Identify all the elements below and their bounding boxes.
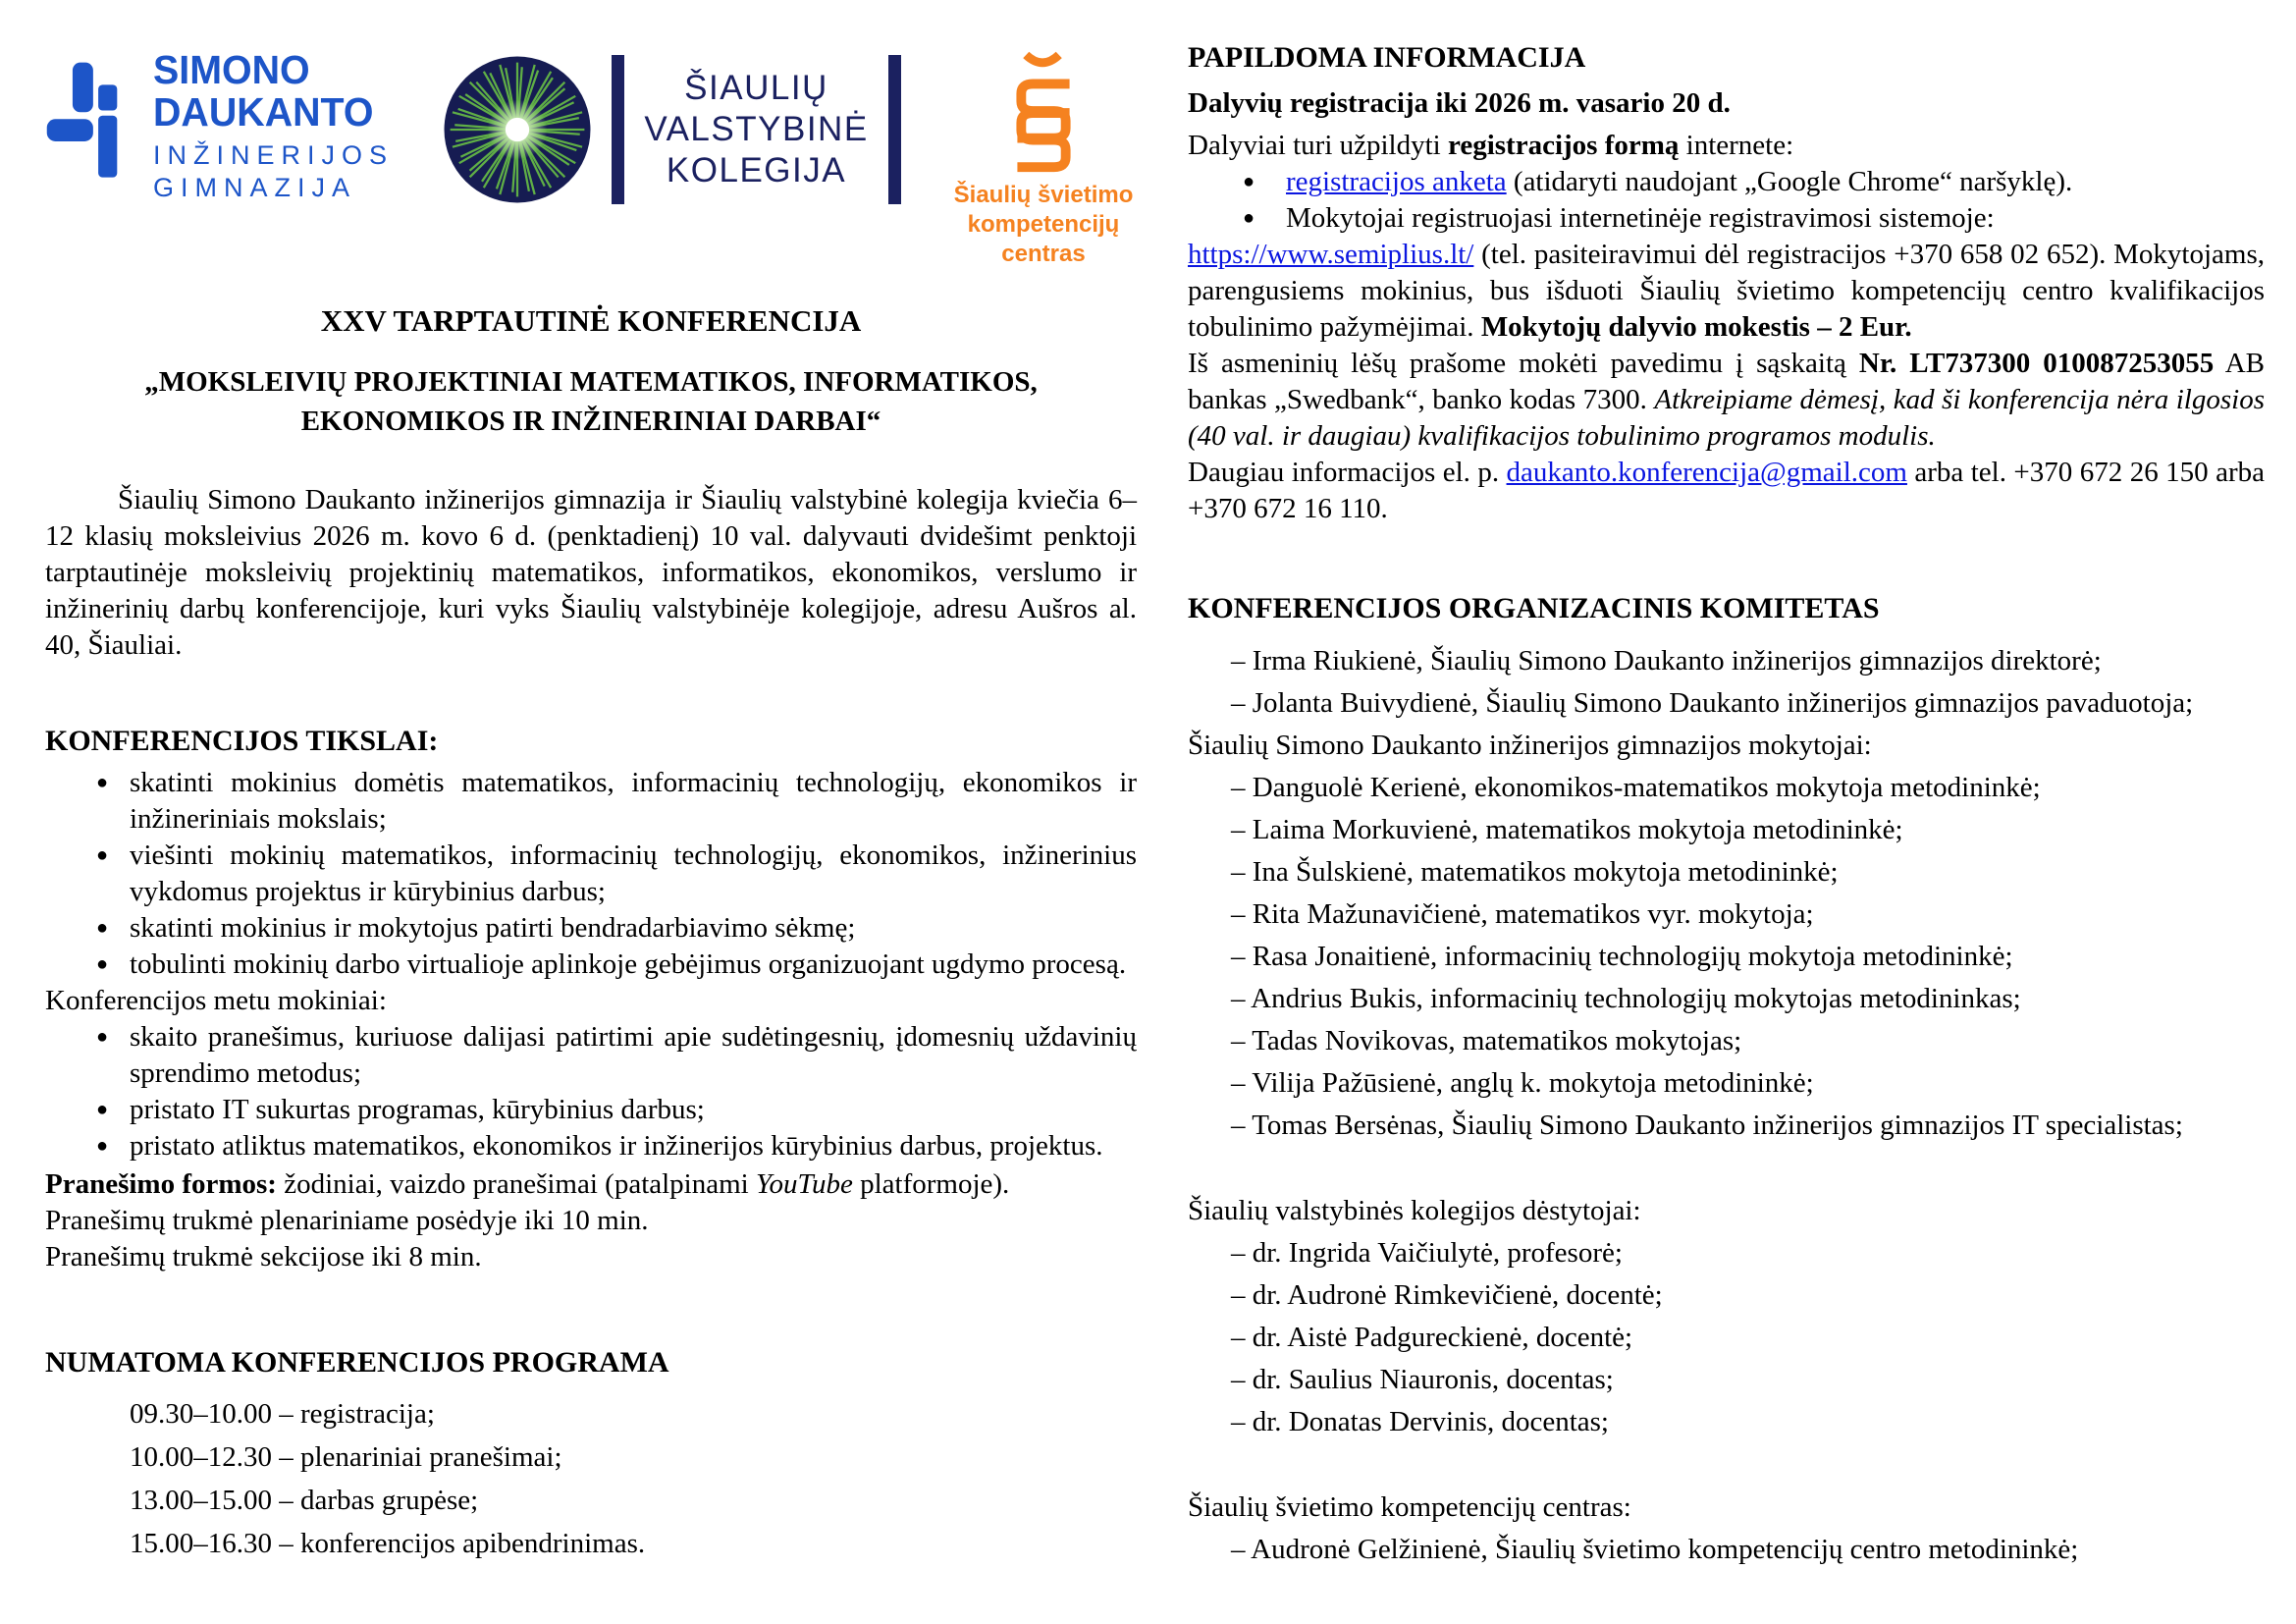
semiplius-text: (tel. pasiteiravimui dėl registracijos +370 658 02 652). Mokytojams, parengusiems mokinius, bus išduoti Šiaulių švietimo kompetencijų centro kvalifikacijos tobulinimo pažymėjimai. — [1188, 239, 2265, 343]
program-item: 15.00–16.30 – konferencijos apibendrinimas. — [130, 1528, 646, 1559]
goal-item — [45, 910, 1137, 947]
left-column — [45, 39, 1137, 1624]
program-item: 09.30–10.00 – registracija; — [130, 1398, 435, 1430]
teachers-intro: Šiaulių Simono Daukanto inžinerijos gimnazijos mokytojai: — [1188, 730, 1872, 761]
during-item — [45, 1092, 1137, 1128]
conference-subtitle-line2: EKONOMIKOS IR INŽINERINIAI DARBAI“ — [300, 406, 881, 437]
committee-member: – Irma Riukienė, Šiaulių Simono Daukanto inžinerijos gimnazijos direktorė; — [1231, 645, 2102, 677]
account-number-bold: Nr. LT737300 010087253055 — [1858, 348, 2215, 379]
committee-member: – dr. Donatas Dervinis, docentas; — [1231, 1406, 1609, 1437]
goal-text: skatinti mokinius domėtis matematikos, informacinių technologijų, ekonomikos ir inžineriniais mokslais; — [130, 767, 1137, 835]
during-text: pristato atliktus matematikos, ekonomikos ir inžinerijos kūrybinius darbus, projektus. — [130, 1130, 1103, 1162]
kolegija-right-bar — [888, 55, 901, 204]
bullet-icon: ● — [96, 1099, 109, 1120]
daukanto-logo-line4: GIMNAZIJA — [153, 173, 357, 202]
committee-member: – dr. Audronė Rimkevičienė, docentė; — [1231, 1279, 1663, 1311]
bullet-icon: ● — [96, 844, 109, 866]
registration-form-link[interactable]: registracijos anketa — [1286, 166, 1507, 197]
reg-bold: registracijos formą — [1447, 130, 1680, 161]
goal-text: tobulinti mokinių darbo virtualioje aplinkoje gebėjimus organizuojant ugdymo procesą. — [130, 948, 1127, 980]
semiplius-paragraph — [1188, 237, 2265, 346]
committee-member: – Vilija Pažūsienė, anglų k. mokytoja metodininkė; — [1231, 1067, 1814, 1099]
payment-text2: AB bankas „Swedbank“, banko kodas 7300. — [1188, 348, 2265, 415]
committee-member: – Danguolė Kerienė, ekonomikos-matematikos mokytoja metodininkė; — [1231, 772, 2041, 803]
semiplius-link[interactable]: https://www.semiplius.lt/ — [1188, 239, 1474, 270]
kolegija-starburst-icon — [443, 55, 592, 204]
committee-member: – Rita Mažunavičienė, matematikos vyr. mokytoja; — [1231, 898, 1814, 930]
committee-member: – Ina Šulskienė, matematikos mokytoja metodininkė; — [1231, 856, 1839, 888]
registration-instruction-line — [1188, 128, 2265, 164]
registration-bullet-text — [1286, 164, 2265, 200]
bullet-icon: ● — [96, 953, 109, 975]
contact-paragraph — [1188, 455, 2265, 527]
centre-caption-line2: kompetencijų centras — [967, 211, 1120, 267]
centre-ss-monogram-icon — [992, 51, 1095, 177]
payment-paragraph — [1188, 346, 2265, 455]
reg-pre: Dalyviai turi užpildyti — [1188, 130, 1448, 161]
program-item: 13.00–15.00 – darbas grupėse; — [130, 1485, 479, 1516]
intro-paragraph: Šiaulių Simono Daukanto inžinerijos gimnazija ir Šiaulių valstybinė kolegija kviečia 6–12 klasių moksleivius 2026 m. kovo 6 d. (penktadienį) 10 val. dalyvauti dvidešimt penktoji tarptautinėje moksleivių projektinių matematikos, informatikos, ekonomikos, verslumo ir inžinerinių darbų konferencijoje, kuri vyks Šiaulių valstybinėje kolegijoje, adresu Aušros al. 40, Šiauliai. — [45, 484, 1137, 661]
contact-text1: Daugiau informacijos el. p. — [1188, 457, 1507, 488]
logos-row — [45, 39, 1137, 267]
committee-member: – Jolanta Buivydienė, Šiaulių Simono Daukanto inžinerijos gimnazijos pavaduotoja; — [1231, 687, 2194, 719]
daukanto-logo-line1: SIMONO — [153, 47, 310, 92]
program-heading: NUMATOMA KONFERENCIJOS PROGRAMA — [45, 1346, 669, 1379]
committee-member: – Tomas Bersėnas, Šiaulių Simono Daukanto inžinerijos gimnazijos IT specialistas; — [1231, 1110, 2183, 1141]
goal-text: viešinti mokinių matematikos, informacinių technologijų, ekonomikos, inžinerinius vykdomus projektus ir kūrybinius darbus; — [130, 839, 1137, 907]
kolegija-logo-line2: VALSTYBINĖ — [644, 110, 869, 148]
duration-plenary-line: Pranešimų trukmė plenariniame posėdyje iki 10 min. — [45, 1205, 649, 1236]
kolegija-logo-text — [644, 68, 868, 191]
email-link[interactable]: daukanto.konferencija@gmail.com — [1506, 457, 1907, 488]
forms-post: platformoje). — [852, 1168, 1010, 1200]
committee-member: – dr. Ingrida Vaičiulytė, profesorė; — [1231, 1237, 1623, 1269]
reg-post: internete: — [1679, 130, 1794, 161]
note-italic: Atkreipiame dėmesį, kad ši konferencija nėra ilgosios (40 val. ir daugiau) kvalifikacijos tobulinimo programos modulis. — [1188, 384, 2265, 452]
goal-item — [45, 838, 1137, 910]
during-heading: Konferencijos metu mokiniai: — [45, 985, 387, 1016]
kolegija-logo-line3: KOLEGIJA — [666, 151, 847, 189]
committee-heading: KONFERENCIJOS ORGANIZACINIS KOMITETAS — [1188, 592, 1880, 624]
goal-text: skatinti mokinius ir mokytojus patirti bendradarbiavimo sėkmę; — [130, 912, 856, 944]
right-column — [1188, 39, 2265, 1624]
presentation-forms-line — [45, 1166, 1137, 1203]
forms-label: Pranešimo formos: — [45, 1168, 277, 1200]
centre-caption-line1: Šiaulių švietimo — [953, 182, 1134, 208]
bullet-icon: ● — [96, 1135, 109, 1157]
kolegija-logo-line1: ŠIAULIŲ — [684, 69, 828, 107]
registration-deadline: Dalyvių registracija iki 2026 m. vasario 20 d. — [1188, 87, 1731, 119]
centre-logo-caption — [950, 181, 1137, 269]
bullet-icon: ● — [96, 917, 109, 939]
bullet-icon: ● — [96, 772, 109, 793]
centre-intro: Šiaulių švietimo kompetencijų centras: — [1188, 1491, 1631, 1523]
conference-subtitle — [45, 362, 1137, 441]
during-item — [45, 1128, 1137, 1164]
committee-member: – dr. Aistė Padgureckienė, docentė; — [1231, 1322, 1633, 1353]
daukanto-logo-line2: DAUKANTO — [153, 89, 374, 135]
goals-heading: KONFERENCIJOS TIKSLAI: — [45, 725, 439, 757]
committee-member: – Rasa Jonaitienė, informacinių technologijų mokytoja metodininkė; — [1231, 941, 2013, 972]
during-text: pristato IT sukurtas programas, kūrybinius darbus; — [130, 1094, 705, 1125]
conference-subtitle-line1: „MOKSLEIVIŲ PROJEKTINIAI MATEMATIKOS, INFORMATIKOS, — [144, 366, 1038, 398]
daukanto-logo-text — [153, 49, 394, 206]
duration-sections-line: Pranešimų trukmė sekcijose iki 8 min. — [45, 1241, 482, 1272]
during-text: skaito pranešimus, kuriuose dalijasi patirtimi apie sudėtingesnių, įdomesnių uždavinių sprendimo metodus; — [130, 1021, 1137, 1089]
kolegija-left-bar — [612, 55, 624, 204]
spacer — [1188, 1147, 2265, 1190]
forms-pre: žodiniai, vaizdo pranešimai (patalpinami — [276, 1168, 756, 1200]
goal-item — [45, 765, 1137, 838]
teacher-fee-bold: Mokytojų dalyvio mokestis – 2 Eur. — [1480, 311, 1912, 343]
education-centre-logo — [950, 51, 1137, 269]
spacer — [1188, 1443, 2265, 1487]
teacher-registration-bullet — [1188, 200, 2265, 237]
goal-item — [45, 947, 1137, 983]
daukanto-gymnasium-logo — [45, 49, 394, 206]
kolegija-logo — [443, 55, 900, 204]
program-item: 10.00–12.30 – plenariniai pranešimai; — [130, 1441, 562, 1473]
registration-bullet-rest: (atidaryti naudojant „Google Chrome“ naršyklę). — [1506, 166, 2073, 197]
committee-member: – Tadas Novikovas, matematikos mokytojas; — [1231, 1025, 1742, 1056]
bullet-icon: ● — [96, 1026, 109, 1048]
lecturers-intro: Šiaulių valstybinės kolegijos dėstytojai: — [1188, 1195, 1641, 1226]
forms-italic: YouTube — [755, 1168, 853, 1200]
during-item — [45, 1019, 1137, 1092]
additional-info-heading: PAPILDOMA INFORMACIJA — [1188, 41, 1586, 74]
committee-member: – Andrius Bukis, informacinių technologijų mokytojas metodininkas; — [1231, 983, 2021, 1014]
daukanto-logo-line3: INŽINERIJOS — [153, 140, 395, 170]
committee-member: – Audronė Gelžinienė, Šiaulių švietimo kompetencijų centro metodininkė; — [1231, 1534, 2079, 1565]
registration-bullet — [1188, 164, 2265, 200]
committee-member: – Laima Morkuvienė, matematikos mokytoja metodininkė; — [1231, 814, 1903, 845]
committee-member: – dr. Saulius Niauronis, docentas; — [1231, 1364, 1614, 1395]
contact-text2: arba tel. +370 672 26 150 arba +370 672 16 110. — [1188, 457, 2265, 524]
daukanto-emblem-icon — [45, 49, 139, 206]
payment-text1: Iš asmeninių lėšų prašome mokėti pavedimu į sąskaitą — [1188, 348, 1859, 379]
conference-title: XXV TARPTAUTINĖ KONFERENCIJA — [320, 303, 862, 338]
bullet-icon: ● — [1243, 207, 1255, 229]
teacher-registration-text: Mokytojai registruojasi internetinėje registravimosi sistemoje: — [1286, 202, 1995, 234]
bullet-icon: ● — [1243, 171, 1255, 192]
